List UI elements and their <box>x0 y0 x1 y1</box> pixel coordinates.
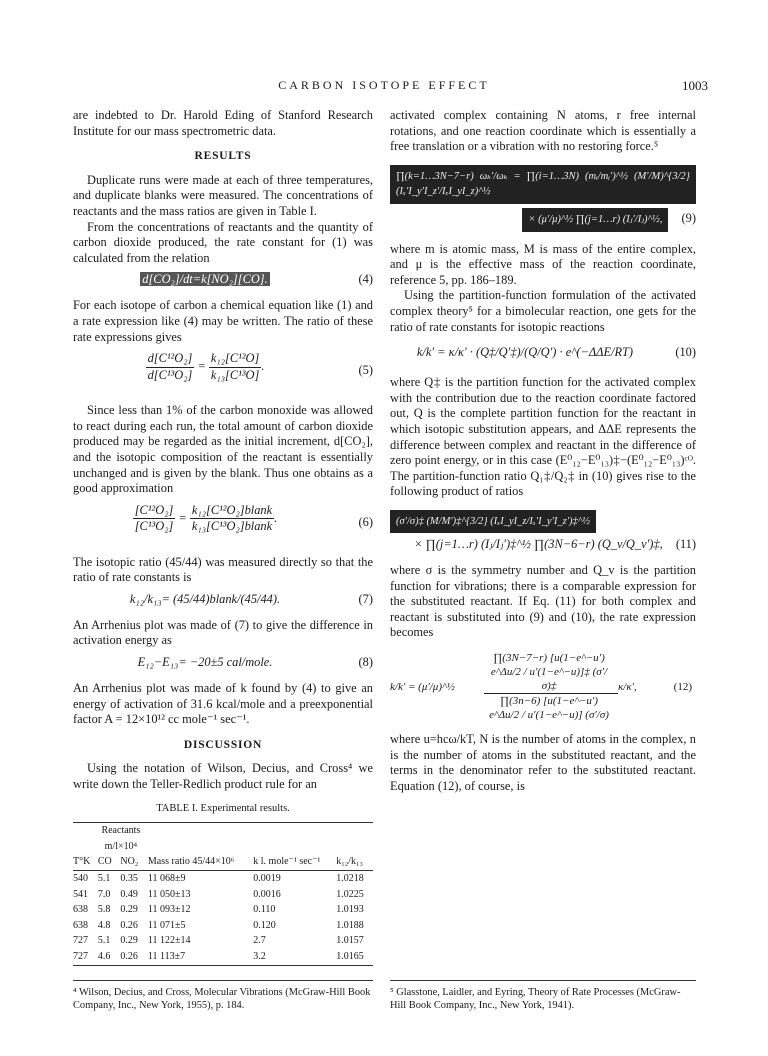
table-header: T°K <box>73 856 91 868</box>
table-cell: 0.0019 <box>253 873 281 884</box>
table-cell: 1.0188 <box>336 919 364 931</box>
table-cell: 0.35 <box>120 873 138 884</box>
footnote-5: ⁵ Glasstone, Laidler, and Eyring, Theory of Rate Processes (McGraw-Hill Book Company, Inc., New York, 1941). <box>390 987 681 1011</box>
numerator: ∏(3N−7−r) [u(1−e^−u′) e^Δu/2 / u′(1−e^−u)]‡ (σ′/σ)‡ <box>484 651 618 694</box>
equation-5: $\frac{\text{d[C¹²O₂]}}{\text{d[C¹³O₂]}}$ = $\frac{\text{k₁₂[C¹²O]}}{\text{k₁₃[C¹³O]}}$ . (5) <box>147 351 373 382</box>
equation-text: k/k′ = κ/κ′ · (Q‡/Q′‡)/(Q/Q′) · e^(−ΔΔE/RT) <box>416 345 634 360</box>
table-cell: 727 <box>73 950 88 962</box>
table-cell: 0.0016 <box>253 888 281 900</box>
table-cell: 1.0225 <box>336 888 364 900</box>
paragraph: Since less than 1% of the carbon monoxide was allowed to react during each run, the total amount of carbon dioxide produced may be regarded as the initial increment, d[CO₂], and the isotopic composition of the reactant is essentially unchanged and is given by the blank. Thus one obtains as a good approximation <box>73 403 373 496</box>
equation-8 <box>73 655 373 675</box>
table-cell: 4.8 <box>97 919 111 931</box>
denominator: k₁₃[C¹³O] <box>210 367 260 382</box>
page-number: 1003 <box>682 78 708 93</box>
table-cell: 638 <box>73 904 88 916</box>
equation-number: (8) <box>358 655 373 670</box>
table-cell: 11 068±9 <box>147 873 186 884</box>
equation-number: (6) <box>358 514 373 529</box>
table-cell: 1.0165 <box>336 950 364 962</box>
numerator: k₁₂[C¹²O] <box>209 351 261 368</box>
denominator: k₁₃[C¹³O₂]blank <box>191 519 273 534</box>
table-group-head: Reactants <box>101 825 141 837</box>
paragraph: Using the notation of Wilson, Decius, and Cross⁴ we write down the Teller-Redlich product rule for an <box>73 761 373 792</box>
equation-4 <box>73 272 373 292</box>
table-row <box>73 918 373 934</box>
table-cell: 0.120 <box>253 919 276 931</box>
equation-6: $\frac{\text{[C¹²O₂]}}{\text{[C¹³O₂]}}$ = $\frac{\text{k₁₂[C¹²O₂]blank}}{\text{k₁₃[C¹³O₂]blank}}$ . (6) <box>134 502 373 534</box>
equation-12-lhs: k/k′ = (μ′/μ)^½ <box>390 680 455 693</box>
table-header: k₁₂/k₁₃ <box>336 856 363 868</box>
equation-text: × ∏(j=1…r) (Iⱼ/Iⱼ′)‡^½ ∏(3N−6−r) (Q_v/Q_v′)‡, <box>414 537 663 552</box>
equation-text: k₁₂/k₁₃= (45/44)blank/(45/44). <box>129 591 281 606</box>
fraction <box>190 503 274 535</box>
table-header: NO₂ <box>120 856 139 868</box>
table-cell: 7.0 <box>97 888 111 900</box>
table-cell: 11 093±12 <box>147 904 191 916</box>
table-cell: 0.110 <box>253 904 276 916</box>
equation-text: E₁₂−E₁₃= −20±5 cal/mole. <box>137 655 273 670</box>
numerator: k₁₂[C¹²O₂]blank <box>190 503 274 520</box>
equation-10 <box>390 345 696 365</box>
numerator: d[C¹²O₂] <box>146 351 195 368</box>
table-row <box>73 902 373 918</box>
paragraph: activated complex containing N atoms, r free internal rotations, and one reaction coordinate which is essentially a free translation or a vibration with no restoring force.⁵ <box>390 108 696 154</box>
table-cell: 638 <box>73 919 88 931</box>
section-heading-results: RESULTS <box>194 150 252 163</box>
equation-12-tail: κ/κ′, <box>618 680 637 693</box>
table-cell: 11 113±7 <box>147 950 186 962</box>
equation-number: (12) <box>673 680 692 693</box>
equation-text: (σ′/σ)‡ (M/M′)‡^{3/2} (IₓI_yI_z/Iₓ′I_y′I_z′)‡^½ <box>390 510 596 534</box>
paragraph: Using the partition-function formulation of the activated complex theory⁵ for a bimolecular reaction, one gets for the ratio of rate constants for isotopic reactions <box>390 288 696 334</box>
table-cell: 1.0157 <box>336 935 364 947</box>
denominator: [C¹³O₂] <box>134 519 174 534</box>
table-row <box>73 871 373 887</box>
table-cell: 3.2 <box>253 950 266 962</box>
table-cell: 540 <box>73 873 88 884</box>
section-heading-discussion: DISCUSSION <box>183 738 263 751</box>
table-header: Mass ratio 45/44×10⁶ <box>147 856 235 868</box>
left-column <box>73 108 373 966</box>
equation-number: (9) <box>681 210 696 225</box>
paragraph: Duplicate runs were made at each of three temperatures, and duplicate blanks were measured. The concentrations of reactants and the mass ratios are given in Table I. <box>73 172 373 218</box>
table-row <box>73 949 373 965</box>
fraction <box>146 351 195 383</box>
equation-number: (11) <box>675 537 696 552</box>
table-caption: TABLE I. Experimental results. <box>156 802 290 814</box>
equation-number: (5) <box>358 363 373 378</box>
footnote-rule-right <box>390 980 696 981</box>
table-cell: 0.29 <box>120 904 138 916</box>
equation-11 <box>390 510 696 534</box>
table-cell: 1.0193 <box>336 904 364 916</box>
page-header <box>0 78 768 98</box>
table-cell: 0.49 <box>120 888 138 900</box>
equation-number: (7) <box>358 591 373 606</box>
paragraph: For each isotope of carbon a chemical equation like (1) and a rate expression like (4) may be written. The ratio of these rate expressions gives <box>73 298 373 344</box>
equation-number: (4) <box>358 272 373 287</box>
table-cell: 541 <box>73 888 88 900</box>
table-cell: 2.7 <box>253 935 266 947</box>
table-cell: 1.0218 <box>336 873 364 884</box>
equation-9-continued <box>390 208 696 232</box>
table-header: CO <box>97 856 112 868</box>
table-cell: 5.1 <box>97 935 111 947</box>
table-cell: 0.26 <box>120 950 138 962</box>
paragraph: An Arrhenius plot was made of (7) to give the difference in activation energy as <box>73 617 373 648</box>
table-group-unit: m/l×10⁴ <box>104 840 138 852</box>
paragraph: where u=hcω/kT, N is the number of atoms in the complex, n is the number of atoms in the substituted reactant, and the terms in the denominator refer to the substituted reactant. Equation (12), of course, is <box>390 732 696 793</box>
equation-number: (10) <box>675 345 696 360</box>
paragraph: are indebted to Dr. Harold Eding of Stanford Research Institute for our mass spectrometric data. <box>73 108 373 138</box>
footnote-4: ⁴ Wilson, Decius, and Cross, Molecular Vibrations (McGraw-Hill Book Company, Inc., New York, 1955), p. 184. <box>73 987 371 1011</box>
equation-text: × (μ′/μ)^½ ∏(j=1…r) (Iⱼ′/Iⱼ)^½, <box>522 208 668 232</box>
table-cell: 5.1 <box>97 873 111 884</box>
table-cell: 727 <box>73 935 88 947</box>
paragraph: From the concentrations of reactants and the quantity of carbon dioxide produced, the rate constant for (1) was calculated from the relation <box>73 219 373 265</box>
equation-11-continued <box>390 537 696 553</box>
equation-7 <box>73 592 373 612</box>
table-cell: 0.29 <box>120 935 138 947</box>
right-column <box>390 108 696 794</box>
table-cell: 11 122±14 <box>147 935 191 947</box>
experimental-results-table <box>73 822 373 965</box>
running-title: CARBON ISOTOPE EFFECT <box>278 78 490 92</box>
table-cell: 5.8 <box>97 904 111 916</box>
table-cell: 0.26 <box>120 919 138 931</box>
denominator: ∏(3n−6) [u(1−e^−u′) e^Δu/2 / u′(1−e^−u)] (σ′/σ) <box>489 695 609 722</box>
footnote-rule-left <box>73 980 373 981</box>
paragraph: where m is atomic mass, M is mass of the entire complex, and μ is the effective mass of the reaction coordinate, reference 5, pp. 186–189. <box>390 241 696 287</box>
numerator: [C¹²O₂] <box>133 503 176 520</box>
denominator: d[C¹³O₂] <box>147 367 193 382</box>
table-row <box>73 887 373 903</box>
equation-text: d[CO₂]/dt=k[NO₂][CO]. <box>142 272 268 287</box>
equation-9 <box>390 165 696 204</box>
paragraph: The isotopic ratio (45/44) was measured directly so that the ratio of rate constants is <box>73 554 373 585</box>
equation-text: ∏(k=1…3N−7−r) ωₖ′/ωₖ = ∏(i=1…3N) (mᵢ/mᵢ′)^½ (M′/M)^{3/2} (Iₓ′I_y′I_z′/IₓI_yI_z)^½ <box>390 165 696 204</box>
table-header: k l. mole⁻¹ sec⁻¹ <box>253 856 321 868</box>
table-cell: 11 050±13 <box>147 888 191 900</box>
paragraph: where Q‡ is the partition function for the activated complex with the contribution due to the reaction coordinate factored out, Q is the complete partition function for the reactant in which isotopic substitution appears, and ΔΔE represents the difference between complex and reactant in the difference of zero point energy, or in this case (E⁰₁₂−E⁰₁₃)‡−(E⁰₁₂−E⁰₁₃)ᶜᴼ. The partition-function ratio Q₁‡/Q₂‡ in (10) gives rise to the following product of ratios <box>390 375 696 499</box>
fraction <box>209 351 261 383</box>
table-row <box>73 933 373 949</box>
paragraph: An Arrhenius plot was made of k found by (4) to give an energy of activation of 31.6 kcal/mole and a preexponential factor A = 12×10¹² cc mole⁻¹ sec⁻¹. <box>73 681 373 727</box>
paragraph: where σ is the symmetry number and Q_v is the partition function for vibrations; there is a comparable expression for the substituted reactant. If Eq. (11) for both complex and reactant is substituted into (9) and (10), the rate expression becomes <box>390 563 696 640</box>
table-cell: 11 071±5 <box>147 919 186 931</box>
equation-12 <box>390 651 696 722</box>
table-cell: 4.6 <box>97 950 111 962</box>
fraction <box>133 503 176 535</box>
